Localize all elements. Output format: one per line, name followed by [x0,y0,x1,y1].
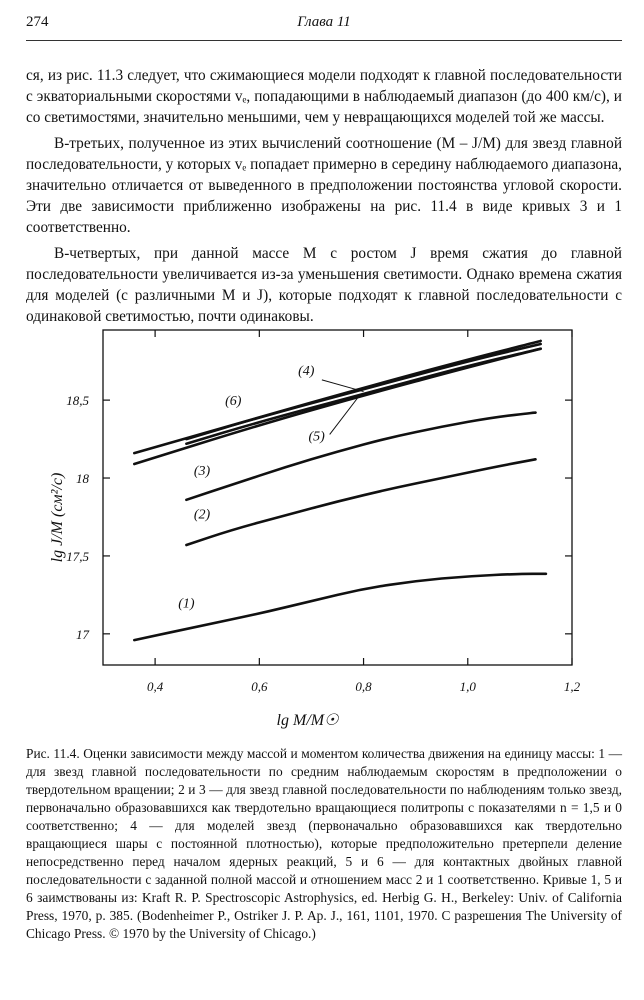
x-tick-label: 1,0 [459,679,476,694]
paragraph-1: ся, из рис. 11.3 следует, что сжимающиеся модели подходят к главной последовательности с экваториальными скоростями vₑ, попадающими в наблюдаемый диапазон (до 400 км/с), и со светимостями, значительно меньшими, чем у невращающихся моделей той же массы. [26,67,622,126]
paragraph-2: В-третьих, полученное из этих вычислений соотношение (M – J/M) для звезд главной последовательности, у которых vₑ попадает примерно в середину наблюдаемого диапазона, значительно отличается от выведенного в предположении постоянства угловой скорости. Эти две зависимости приближенно изображены на рис. 11.4 в виде кривых 3 и 1 соответственно. [26,135,622,236]
y-axis-title: lg J/M (см²/с) [49,472,66,563]
curve-1 [134,574,546,640]
curve-7 [134,349,540,464]
x-tick-label: 1,2 [563,679,581,694]
curve-label: (1) [178,596,195,612]
y-tick-label: 17 [76,626,89,642]
leader-line-4 [322,380,364,392]
y-tick-label: 17,5 [66,548,89,564]
chapter-title: Глава 11 [297,14,351,30]
figure-caption: Рис. 11.4. Оценки зависимости между массой и моментом количества движения на единицу массы: 1 — для звезд главной последовательности по средним наблюдаемым скоростям в предположении о твердотельном вращении; 2 и 3 — для звезд главной последовательности по наблюдениям только звезд, первоначально образовавшихся как твердотельно вращающиеся политропы с показателями n = 1,5 и 0 соответственно; 4 — для моделей звезд (первоначально образовавшихся как твердотельно вращающиеся шары с постоянной плотностью), которые предположительно претерпели деление непосредственно перед началом ядерных реакций, 5 и 6 — для контактных двойных главной последовательности с заданной полной массой и отношением масс 2 и 1 соответственно. Кривые 1, 5 и 6 заимствованы из: Kraft R. P. Spectroscopic Astrophysics, ed. Herbig G. H., Berkeley: Univ. of California Press, 1970, p. 385. (Bodenheimer P., Ostriker J. P. Ap. J., 161, 1101, 1970. С разрешения The University of Chicago Press. © 1970 by the University of Chicago.) [26,746,622,941]
curve-label: (6) [225,393,242,409]
curve-label: (5) [308,429,325,445]
x-tick-label: 0,8 [355,679,372,694]
curve-label: (4) [298,364,315,380]
curve-3 [186,413,535,500]
page-header [26,14,622,36]
plot-frame [103,330,572,665]
curve-label: (3) [193,463,211,479]
curve-label: (2) [193,507,211,523]
figure-11-4-chart [0,320,644,740]
x-axis-title: lg M/M☉ [276,712,339,729]
curve-2 [186,459,535,545]
header-rule [26,40,622,41]
page-number: 274 [26,14,49,30]
x-tick-label: 0,4 [146,679,164,694]
x-tick-label: 0,6 [251,679,268,694]
y-tick-label: 18,5 [66,393,89,409]
body-text [26,66,622,334]
y-tick-label: 18 [76,471,89,487]
paragraph-3: В-четвертых, при данной массе M с ростом J время сжатия до главной последовательности увеличивается из-за уменьшения светимости. Однако времена сжатия для моделей (с различными M и J), которые подходят к главной последовательности с одинаковой светимостью, почти одинаковы. [26,245,622,325]
